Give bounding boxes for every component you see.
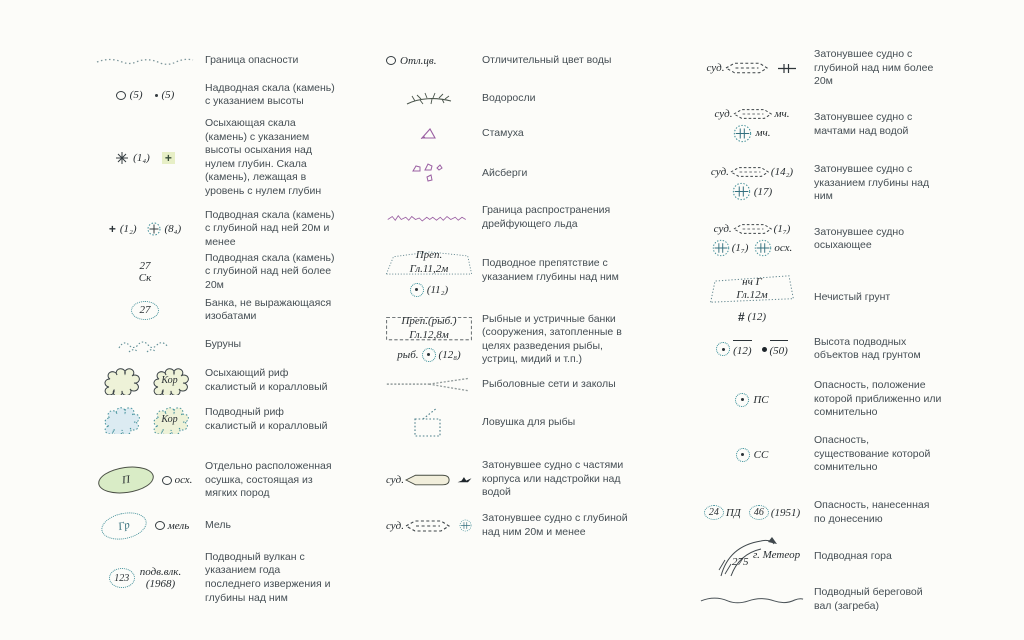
entry-description: Подводный риф скалистый и коралловый [205, 406, 328, 432]
legend-column-1 [95, 54, 337, 605]
entry-description: Затонувшее судно осыхающее [814, 225, 905, 252]
drying-height-value: (1₇) [773, 222, 791, 235]
circled-wreck-icon [754, 239, 772, 257]
entry-description: Осыхающая скала (камень) с указанием высоты осыхания над нулем глубин. Скала (камень), лежащая в уровень с нулем глубин [205, 116, 322, 198]
legend-entry [386, 407, 630, 439]
legend-column-2 [386, 54, 630, 539]
deep-rock-icon [95, 260, 195, 284]
entry-description: Отличительный цвет воды [482, 54, 612, 66]
legend-entry [700, 163, 942, 204]
stranded-ice-icon [386, 127, 472, 140]
entry-description: Подводный вулкан с указанием года последнего извержения и глубины над ним [205, 550, 331, 604]
depth-value: (1₂) [119, 223, 137, 236]
wreck-abbreviation: суд. [386, 473, 404, 486]
danger-border-icon [96, 55, 194, 67]
legend-entry [386, 459, 630, 500]
underwater-rock-cross-icon: + [108, 222, 116, 237]
legend-entry [95, 297, 337, 324]
rock-height-value: (5) [161, 89, 175, 102]
danger-point-icon [735, 393, 749, 407]
legend-entry [95, 551, 337, 606]
entry-description: Подводная скала (камень) с глубиной над ней более 20м [205, 251, 335, 291]
circled-wreck-icon [732, 182, 751, 201]
volcano-abbreviation: подв.влк. [139, 566, 182, 579]
entry-description: Ловушка для рыбы [482, 416, 576, 429]
bank-depth-number: 27 [139, 304, 151, 317]
dashed-hull-icon [725, 61, 769, 75]
dotted-circle-icon [704, 505, 724, 520]
foul-ground-icon [700, 271, 804, 324]
wreck-depth-over-20m-icon [700, 61, 804, 75]
entry-description: Рыболовные сети и заколы [482, 378, 616, 391]
entry-description: Водоросли [482, 91, 536, 104]
entry-description: Затонувшее судно с глубиной над ним более 20м [814, 48, 934, 88]
entry-description: Опасность, нанесенная по донесению [814, 498, 930, 525]
above-water-rock-icon [95, 89, 195, 101]
rock-abbreviation: Ск [138, 272, 152, 285]
entry-description: Стамуха [482, 126, 524, 139]
legend-entry [95, 54, 337, 68]
entry-description: Затонувшее судно с указанием глубины над ним [814, 162, 930, 203]
legend-entry [386, 127, 630, 141]
legend-entry [95, 367, 337, 395]
depth-value: (8₄) [164, 223, 182, 236]
legend-entry [386, 246, 630, 297]
rock-awash-star-icon [115, 151, 129, 165]
seamount-contours-icon [717, 536, 801, 578]
entry-description: Отдельно расположенная осушка, состоящая из мягких пород [205, 459, 332, 500]
underwater-obstruction-icon [386, 246, 472, 297]
reported-depth-number: 24 [708, 507, 719, 519]
depth-value: (17) [753, 185, 773, 198]
stranded-ice-triangle-icon [420, 127, 438, 140]
legend-entry [700, 48, 942, 89]
legend-entry [386, 313, 630, 368]
danger-point-icon [410, 283, 424, 297]
coral-reef-dotted-cloud-icon [149, 406, 191, 434]
rocky-reef-cloud-icon [100, 367, 142, 395]
entry-description: Затонувшее судно с глубиной над ним 20м и менее [482, 512, 628, 538]
drying-reef-icon [95, 367, 195, 395]
legend-entry [386, 54, 630, 68]
legend-entry [700, 271, 942, 324]
breakers-icon [117, 336, 173, 354]
danger-border-icon [95, 55, 195, 67]
fish-bank-depth: Гл.12,8м [409, 328, 449, 341]
entry-description: Подводное препятствие с указанием глубины над ним [482, 257, 619, 284]
dashed-hull-icon [405, 519, 451, 533]
water-color-icon [386, 55, 472, 67]
foul-ground-depth: Гл.12м [736, 288, 768, 301]
entry-description: Высота подводных объектов над грунтом [814, 335, 921, 362]
drying-height-value: (1₄) [133, 151, 150, 164]
water-color-abbreviation: Отл.цв. [400, 54, 437, 67]
icebergs-icon [411, 162, 447, 186]
breakers-icon [95, 336, 195, 354]
existence-doubtful-abbreviation: СС [753, 448, 769, 461]
dry-flat-icon [95, 467, 195, 493]
legend-entry [95, 117, 337, 199]
entry-description: Банка, не выражающаяся изобатами [205, 296, 332, 323]
obstruction-label: Преп. [415, 249, 443, 262]
wreck-symbol-icon [777, 63, 797, 74]
seaweed-icon [386, 91, 472, 107]
danger-point-icon [716, 342, 730, 356]
fishing-nets-icon [386, 375, 472, 395]
entry-description: Подводная гора [814, 550, 892, 563]
legend-entry [95, 252, 337, 293]
hull-outline-icon [405, 473, 451, 487]
fishing-nets-icon [386, 375, 472, 395]
sinking-ship-icon [457, 474, 472, 486]
legend-entry [386, 204, 630, 231]
circled-wreck-icon [733, 124, 752, 143]
legend-entry [95, 513, 337, 539]
bank-ellipse-icon [131, 301, 159, 320]
height-value: (50) [769, 344, 788, 357]
reported-danger-icon [700, 505, 804, 520]
wreck-masts-icon [700, 107, 804, 143]
fish-bank-depth-value: (12₈) [438, 348, 461, 361]
drying-height-value: (1₇) [731, 241, 749, 254]
position-doubtful-abbreviation: ПС [753, 393, 769, 406]
wreck-abbreviation: суд. [714, 107, 733, 120]
dotted-circle-icon [749, 505, 769, 520]
entry-description: Айсберги [482, 167, 528, 180]
position-circle-icon [162, 476, 172, 485]
drift-ice-limit-icon [387, 211, 471, 225]
obstruction-depth: Гл.11,2м [409, 262, 449, 275]
obstruction-area-icon [384, 246, 474, 280]
foul-ground-label: нч Г [742, 275, 762, 288]
legend-entry [386, 375, 630, 395]
underwater-reef-icon [95, 406, 195, 434]
solid-dot-icon [762, 347, 767, 352]
underwater-bar-icon [700, 593, 804, 607]
icebergs-icon [386, 162, 472, 186]
dry-flat-ellipse-icon [96, 464, 155, 498]
rock-circle-icon [116, 91, 126, 100]
drift-ice-limit-icon [386, 211, 472, 225]
circled-wreck-icon [712, 239, 730, 257]
entry-description: Нечистый грунт [814, 290, 891, 303]
legend-column-3 [700, 48, 942, 614]
masts-abbreviation: мч. [755, 127, 771, 140]
entry-description: Подводный береговой вал (загреба) [814, 586, 923, 612]
wreck-abbreviation: суд. [713, 222, 732, 235]
rock-dot-icon [155, 94, 158, 97]
foul-hash-icon: # [737, 309, 745, 324]
legend-entry [95, 209, 337, 250]
wreck-drying-icon [700, 222, 804, 257]
shoal-abbreviation: мель [167, 519, 190, 532]
report-year: (1951) [770, 506, 801, 519]
circled-cross-icon [147, 222, 161, 236]
legend-entry [95, 460, 337, 501]
shoal-ellipse-icon [99, 508, 149, 543]
circled-wreck-icon [459, 515, 472, 536]
object-height-icon [700, 340, 804, 359]
fish-trap-icon [412, 407, 446, 439]
danger-existence-doubtful-icon [700, 448, 804, 462]
legend-entry [700, 379, 942, 420]
underwater-rock-icon [95, 222, 195, 236]
fish-bank-area-icon [385, 313, 473, 345]
drying-rock-icon [95, 151, 195, 165]
entry-description: Граница опасности [205, 54, 299, 66]
seaweed-icon [405, 91, 453, 107]
danger-position-approx-icon [700, 393, 804, 407]
dashed-hull-icon [730, 165, 770, 179]
foul-ground-area-icon [708, 271, 796, 307]
wreck-depth-stated-icon [700, 165, 804, 201]
legend-entry [700, 499, 942, 526]
fish-trap-icon [386, 407, 472, 439]
entry-description: Опасность, существование которой сомнительно [814, 434, 931, 474]
seamount-depth-number: 275 [732, 556, 749, 569]
eruption-year: (1968) [145, 578, 176, 591]
legend-entry [386, 91, 630, 107]
entry-description: Подводная скала (камень) с глубиной над ней 20м и менее [205, 208, 335, 249]
legend-entry [386, 512, 630, 539]
entry-description: Граница распространения дрейфующего льда [482, 204, 611, 230]
entry-description: Затонувшее судно с частями корпуса или надстройки над водой [482, 459, 624, 499]
position-circle-icon [386, 56, 396, 65]
bank-icon [95, 301, 195, 320]
reported-depth-number: 46 [753, 507, 764, 519]
rock-height-value: (5) [129, 89, 143, 102]
legend-entry [700, 222, 942, 257]
wreck-abbreviation: суд. [386, 519, 404, 532]
legend-entry [700, 586, 942, 613]
rocky-reef-dotted-cloud-icon [100, 406, 142, 434]
entry-description: Опасность, положение которой приближенно или сомнительно [814, 379, 942, 419]
legend-entry [95, 336, 337, 354]
coral-label: Кор [161, 374, 178, 386]
dashed-hull-icon [733, 222, 773, 236]
coral-label: Кор [161, 413, 178, 425]
wreck-abbreviation: суд. [706, 62, 725, 75]
underwater-volcano-icon [95, 566, 195, 590]
soil-label: П [120, 473, 131, 487]
drying-abbreviation: осх. [174, 474, 193, 487]
depth-number: 27 [139, 260, 151, 273]
entry-description: Затонувшее судно с мачтами над водой [814, 111, 913, 137]
legend-entry [95, 406, 337, 434]
legend-entry [700, 336, 942, 363]
entry-description: Буруны [205, 338, 242, 351]
zero-depth-rock-icon: + [162, 152, 175, 164]
entry-description: Рыбные и устричные банки (сооружения, затопленные в целях разведения рыбы, устриц, мидий и т.п.) [482, 312, 622, 366]
dashed-hull-icon [733, 107, 773, 121]
fish-bank-icon [386, 313, 472, 362]
masts-abbreviation: мч. [774, 107, 790, 120]
fish-bank-label: Преп.(рыб.) [401, 315, 457, 328]
volcano-circle-icon [109, 568, 135, 588]
legend-entry [95, 82, 337, 109]
legend-entry [700, 536, 942, 578]
shoal-icon [95, 513, 195, 539]
coral-reef-cloud-icon [149, 367, 191, 395]
danger-point-icon [422, 348, 436, 362]
legend-entry [386, 162, 630, 186]
wreck-depth-20m-less-icon [386, 515, 472, 536]
obstruction-depth-value: (11₂) [426, 283, 449, 296]
entry-description: Надводная скала (камень) с указанием высоты [205, 81, 335, 108]
reported-abbreviation: ПД [725, 506, 741, 519]
position-circle-icon [155, 521, 165, 530]
wreck-abbreviation: суд. [710, 166, 729, 179]
fish-abbreviation: рыб. [397, 348, 419, 361]
seamount-icon [700, 536, 804, 578]
depth-value: (14₂) [770, 166, 794, 179]
entry-description: Осыхающий риф скалистый и коралловый [205, 367, 328, 393]
legend-entry [700, 107, 942, 143]
foul-depth-value: (12) [747, 310, 766, 323]
danger-point-icon [736, 448, 750, 462]
legend-entry [700, 434, 942, 475]
volcano-depth-number: 123 [114, 572, 130, 584]
ground-label: Гр [116, 518, 131, 533]
seamount-name: г. Метеор [753, 549, 801, 562]
drying-abbreviation: осх. [774, 241, 793, 254]
wreck-hull-above-water-icon [386, 473, 472, 487]
entry-description: Мель [205, 518, 231, 531]
height-value: (12) [733, 344, 752, 357]
underwater-bar-wave-icon [700, 593, 804, 607]
